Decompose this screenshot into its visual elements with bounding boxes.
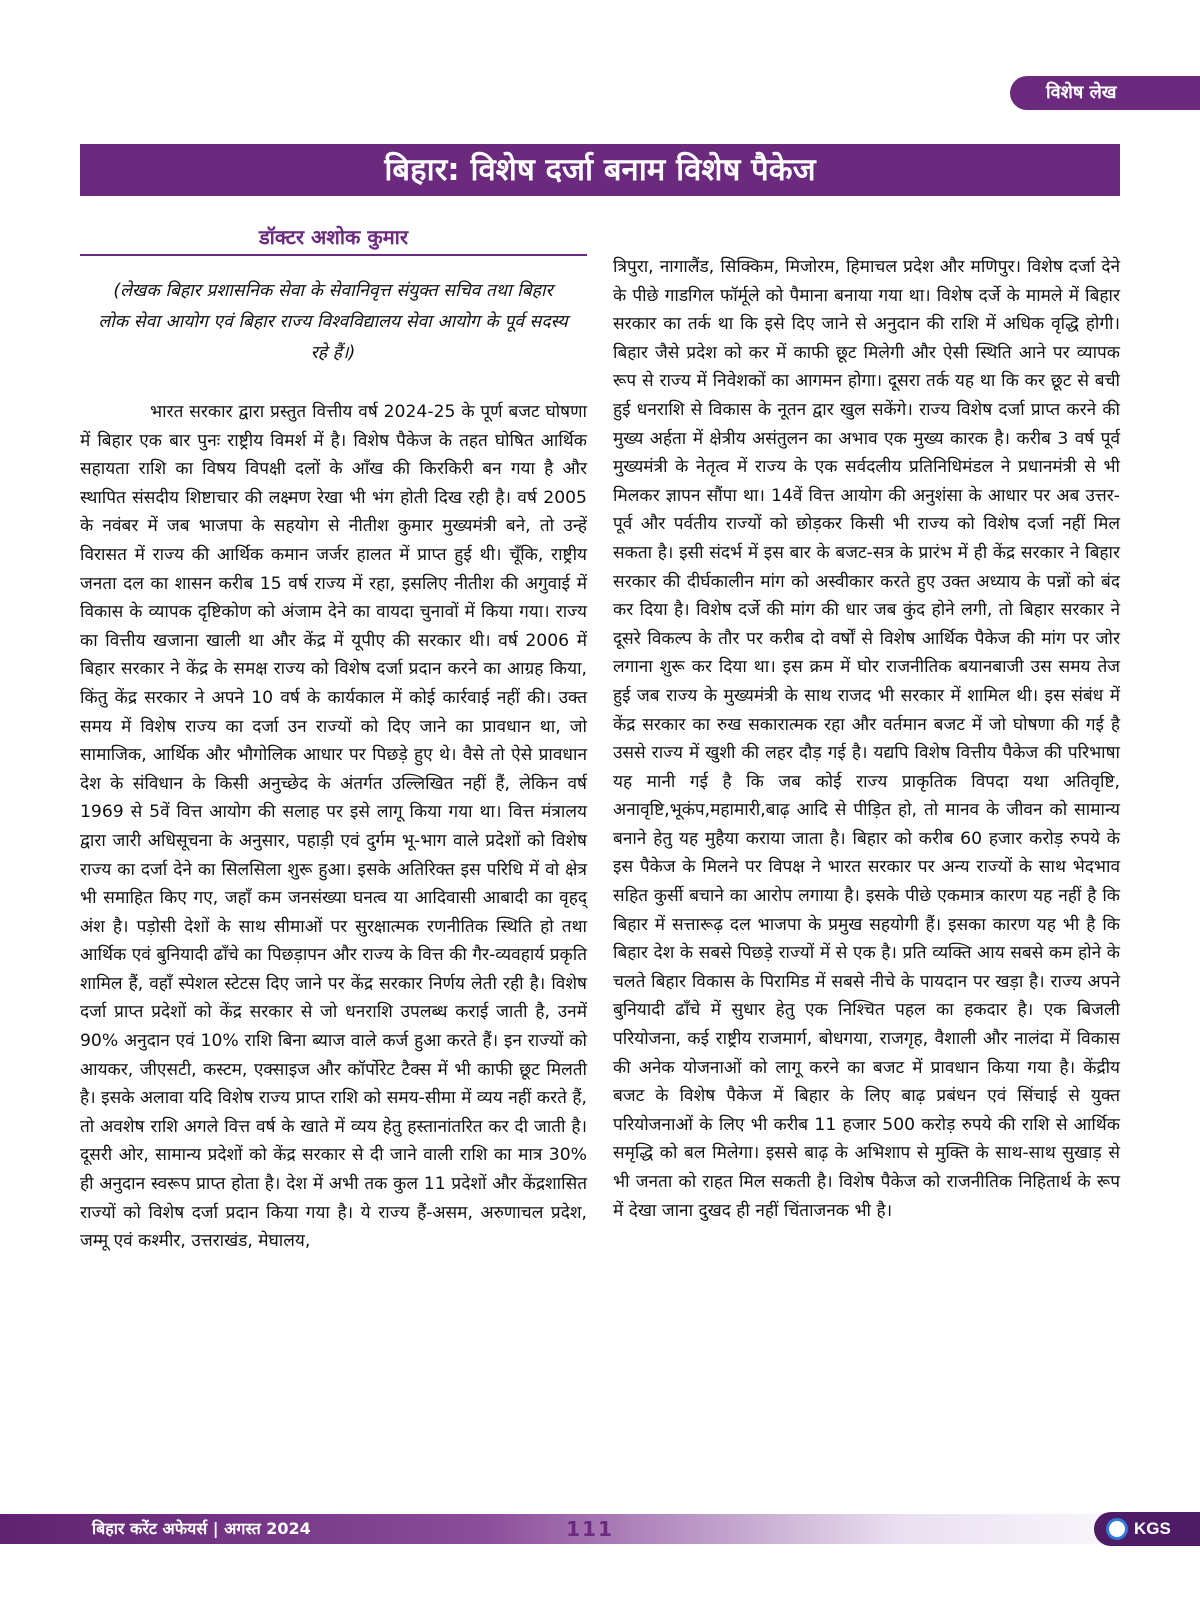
author-name: डॉक्टर अशोक कुमार [80, 220, 587, 256]
article-column-left [80, 398, 587, 1256]
body-paragraph-right: त्रिपुरा, नागालैंड, सिक्किम, मिजोरम, हिमाचल प्रदेश और मणिपुर। विशेष दर्जा देने के पीछे गाडगिल फॉर्मूले को पैमाना बनाया गया था। विशेष दर्जे के मामले में बिहार सरकार का तर्क था कि इसे दिए जाने से अनुदान की राशि में अधिक वृद्धि होगी। बिहार जैसे प्रदेश को कर में काफी छूट मिलेगी और ऐसी स्थिति आने पर व्यापक रूप से राज्य में निवेशकों का आगमन होगा। दूसरा तर्क यह था कि कर छूट से बची हुई धनराशि से विकास के नूतन द्वार खुल सकेंगे। राज्य विशेष दर्जा प्राप्त करने की मुख्य अर्हता में क्षेत्रीय असंतुलन का अभाव एक मुख्य कारक है। करीब 3 वर्ष पूर्व मुख्यमंत्री के नेतृत्व में राज्य के एक सर्वदलीय प्रतिनिधिमंडल ने प्रधानमंत्री से भी मिलकर ज्ञापन सौंपा था। 14वें वित्त आयोग की अनुशंसा के आधार पर अब उत्तर-पूर्व और पर्वतीय राज्यों को छोड़कर किसी भी राज्य को विशेष दर्जा नहीं मिल सकता है। इसी संदर्भ में इस बार के बजट-सत्र के प्रारंभ में ही केंद्र सरकार ने बिहार सरकार की दीर्घकालीन मांग को अस्वीकार करते हुए उक्त अध्याय के पन्नों को बंद कर दिया है। विशेष दर्जे की मांग की धार जब कुंद होने लगी, तो बिहार सरकार ने दूसरे विकल्प के तौर पर करीब दो वर्षों से विशेष आर्थिक पैकेज की मांग पर जोर लगाना शुरू कर दिया था। इस क्रम में घोर राजनीतिक बयानबाजी उस समय तेज हुई जब राज्य के मुख्यमंत्री के साथ राजद भी सरकार में शामिल थी। इस संबंध में केंद्र सरकार का रुख सकारात्मक रहा और वर्तमान बजट में जो घोषणा की गई है उससे राज्य में खुशी की लहर दौड़ गई है। यद्यपि विशेष वित्तीय पैकेज की परिभाषा यह मानी गई है कि जब कोई राज्य प्राकृतिक विपदा यथा अतिवृष्टि, अनावृष्टि,भूकंप,महामारी,बाढ़ आदि से पीड़ित हो, तो मानव के जीवन को सामान्य बनाने हेतु यह मुहैया कराया जाता है। बिहार को करीब 60 हजार करोड़ रुपये के इस पैकेज के मिलने पर विपक्ष ने भारत सरकार पर अन्य राज्यों के साथ भेदभाव सहित कुर्सी बचाने का आरोप लगाया है। इसके पीछे एकमात्र कारण यह नहीं है कि बिहार में सत्तारूढ़ दल भाजपा के प्रमुख सहयोगी हैं। इसका कारण यह भी है कि बिहार देश के सबसे पिछड़े राज्यों में से एक है। प्रति व्यक्ति आय सबसे कम होने के चलते बिहार विकास के पिरामिड में सबसे नीचे के पायदान पर खड़ा है। राज्य अपने बुनियादी ढाँचे में सुधार हेतु एक निश्चित पहल का हकदार है। एक बिजली परियोजना, कई राष्ट्रीय राजमार्ग, बोधगया, राजगृह, वैशाली और नालंदा में विकास की अनेक योजनाओं को लागू करने का बजट में प्रावधान किया गया है। केंद्रीय बजट के विशेष पैकेज में बिहार के लिए बाढ़ प्रबंधन एवं सिंचाई से युक्त परियोजनाओं के लिए भी करीब 11 हजार 500 करोड़ रुपये की राशि से आर्थिक समृद्धि को बल मिलेगा। इससे बाढ़ के अभिशाप से मुक्ति के साथ-साथ सुखाड़ से भी जनता को राहत मिल सकती है। विशेष पैकेज को राजनीतिक निहितार्थ के रूप में देखा जाना दुखद ही नहीं चिंताजनक भी है। [613, 257, 1120, 1221]
globe-icon [1106, 1518, 1128, 1540]
article-column-right [613, 253, 1120, 1225]
kgs-logo [1094, 1512, 1200, 1546]
footer-publication: बिहार करेंट अफेयर्स | अगस्त 2024 [92, 1519, 311, 1538]
logo-text: KGS [1134, 1519, 1171, 1538]
author-note: (लेखक बिहार प्रशासनिक सेवा के सेवानिवृत्त संयुक्त सचिव तथा बिहार लोक सेवा आयोग एवं बिहार राज्य विश्वविद्यालय सेवा आयोग के पूर्व सदस्य रहे हैं।) [98, 281, 568, 363]
body-paragraph-left: भारत सरकार द्वारा प्रस्तुत वित्तीय वर्ष 2024-25 के पूर्ण बजट घोषणा में बिहार एक बार पुनः राष्ट्रीय विमर्श में है। विशेष पैकेज के तहत घोषित आर्थिक सहायता राशि का विषय विपक्षी दलों के आँख की किरकिरी बन गया है और स्थापित संसदीय शिष्टाचार की लक्ष्मण रेखा भी भंग होती दिख रही है। वर्ष 2005 के नवंबर में जब भाजपा के सहयोग से नीतीश कुमार मुख्यमंत्री बने, तो उन्हें विरासत में राज्य की आर्थिक कमान जर्जर हालत में प्राप्त हुई थी। चूँकि, राष्ट्रीय जनता दल का शासन करीब 15 वर्ष राज्य में रहा, इसलिए नीतीश की अगुवाई में विकास के व्यापक दृष्टिकोण को अंजाम देने का वायदा चुनावों में किया गया। राज्य का वित्तीय खजाना खाली था और केंद्र में यूपीए की सरकार थी। वर्ष 2006 में बिहार सरकार ने केंद्र के समक्ष राज्य को विशेष दर्जा प्रदान करने का आग्रह किया, किंतु केंद्र सरकार ने अपने 10 वर्ष के कार्यकाल में कोई कार्रवाई नहीं की। उक्त समय में विशेष राज्य का दर्जा उन राज्यों को दिए जाने का प्रावधान था, जो सामाजिक, आर्थिक और भौगोलिक आधार पर पिछड़े हुए थे। वैसे तो ऐसे प्रावधान देश के संविधान के किसी अनुच्छेद के अंतर्गत उल्लिखित नहीं हैं, लेकिन वर्ष 1969 से 5वें वित्त आयोग की सलाह पर इसे लागू किया गया था। वित्त मंत्रालय द्वारा जारी अधिसूचना के अनुसार, पहाड़ी एवं दुर्गम भू-भाग वाले प्रदेशों को विशेष राज्य का दर्जा देने का सिलसिला शुरू हुआ। इसके अतिरिक्त इस परिधि में वो क्षेत्र भी समाहित किए गए, जहाँ कम जनसंख्या घनत्व या आदिवासी आबादी का वृहद् अंश है। पड़ोसी देशों के साथ सीमाओं पर सुरक्षात्मक रणनीतिक स्थिति हो तथा आर्थिक एवं बुनियादी ढाँचे का पिछड़ापन और राज्य के वित्त की गैर-व्यवहार्य प्रकृति शामिल हैं, वहाँ स्पेशल स्टेटस दिए जाने पर केंद्र सरकार निर्णय लेती रही है। विशेष दर्जा प्राप्त प्रदेशों को केंद्र सरकार से जो धनराशि उपलब्ध कराई जाती है, उनमें 90% अनुदान एवं 10% राशि बिना ब्याज वाले कर्ज हुआ करते हैं। इन राज्यों को आयकर, जीएसटी, कस्टम, एक्साइज और कॉर्पोरेट टैक्स में भी काफी छूट मिलती है। इसके अलावा यदि विशेष राज्य प्राप्त राशि को समय-सीमा में व्यय नहीं करते हैं, तो अवशेष राशि अगले वित्त वर्ष के खाते में व्यय हेतु हस्तानांतरित कर दी जाती है। दूसरी ओर, सामान्य प्रदेशों को केंद्र सरकार से दी जाने वाली राशि का मात्र 30% ही अनुदान स्वरूप प्राप्त होता है। देश में अभी तक कुल 11 प्रदेशों और केंद्रशासित राज्यों को विशेष दर्जा प्रदान किया गया है। ये राज्य हैं-असम, अरुणाचल प्रदेश, जम्मू एवं कश्मीर, उत्तराखंड, मेघालय, [80, 402, 587, 1252]
article-title: बिहार: विशेष दर्जा बनाम विशेष पैकेज [80, 144, 1120, 196]
page-number: 111 [566, 1517, 614, 1541]
section-tab: विशेष लेख [1010, 76, 1200, 110]
